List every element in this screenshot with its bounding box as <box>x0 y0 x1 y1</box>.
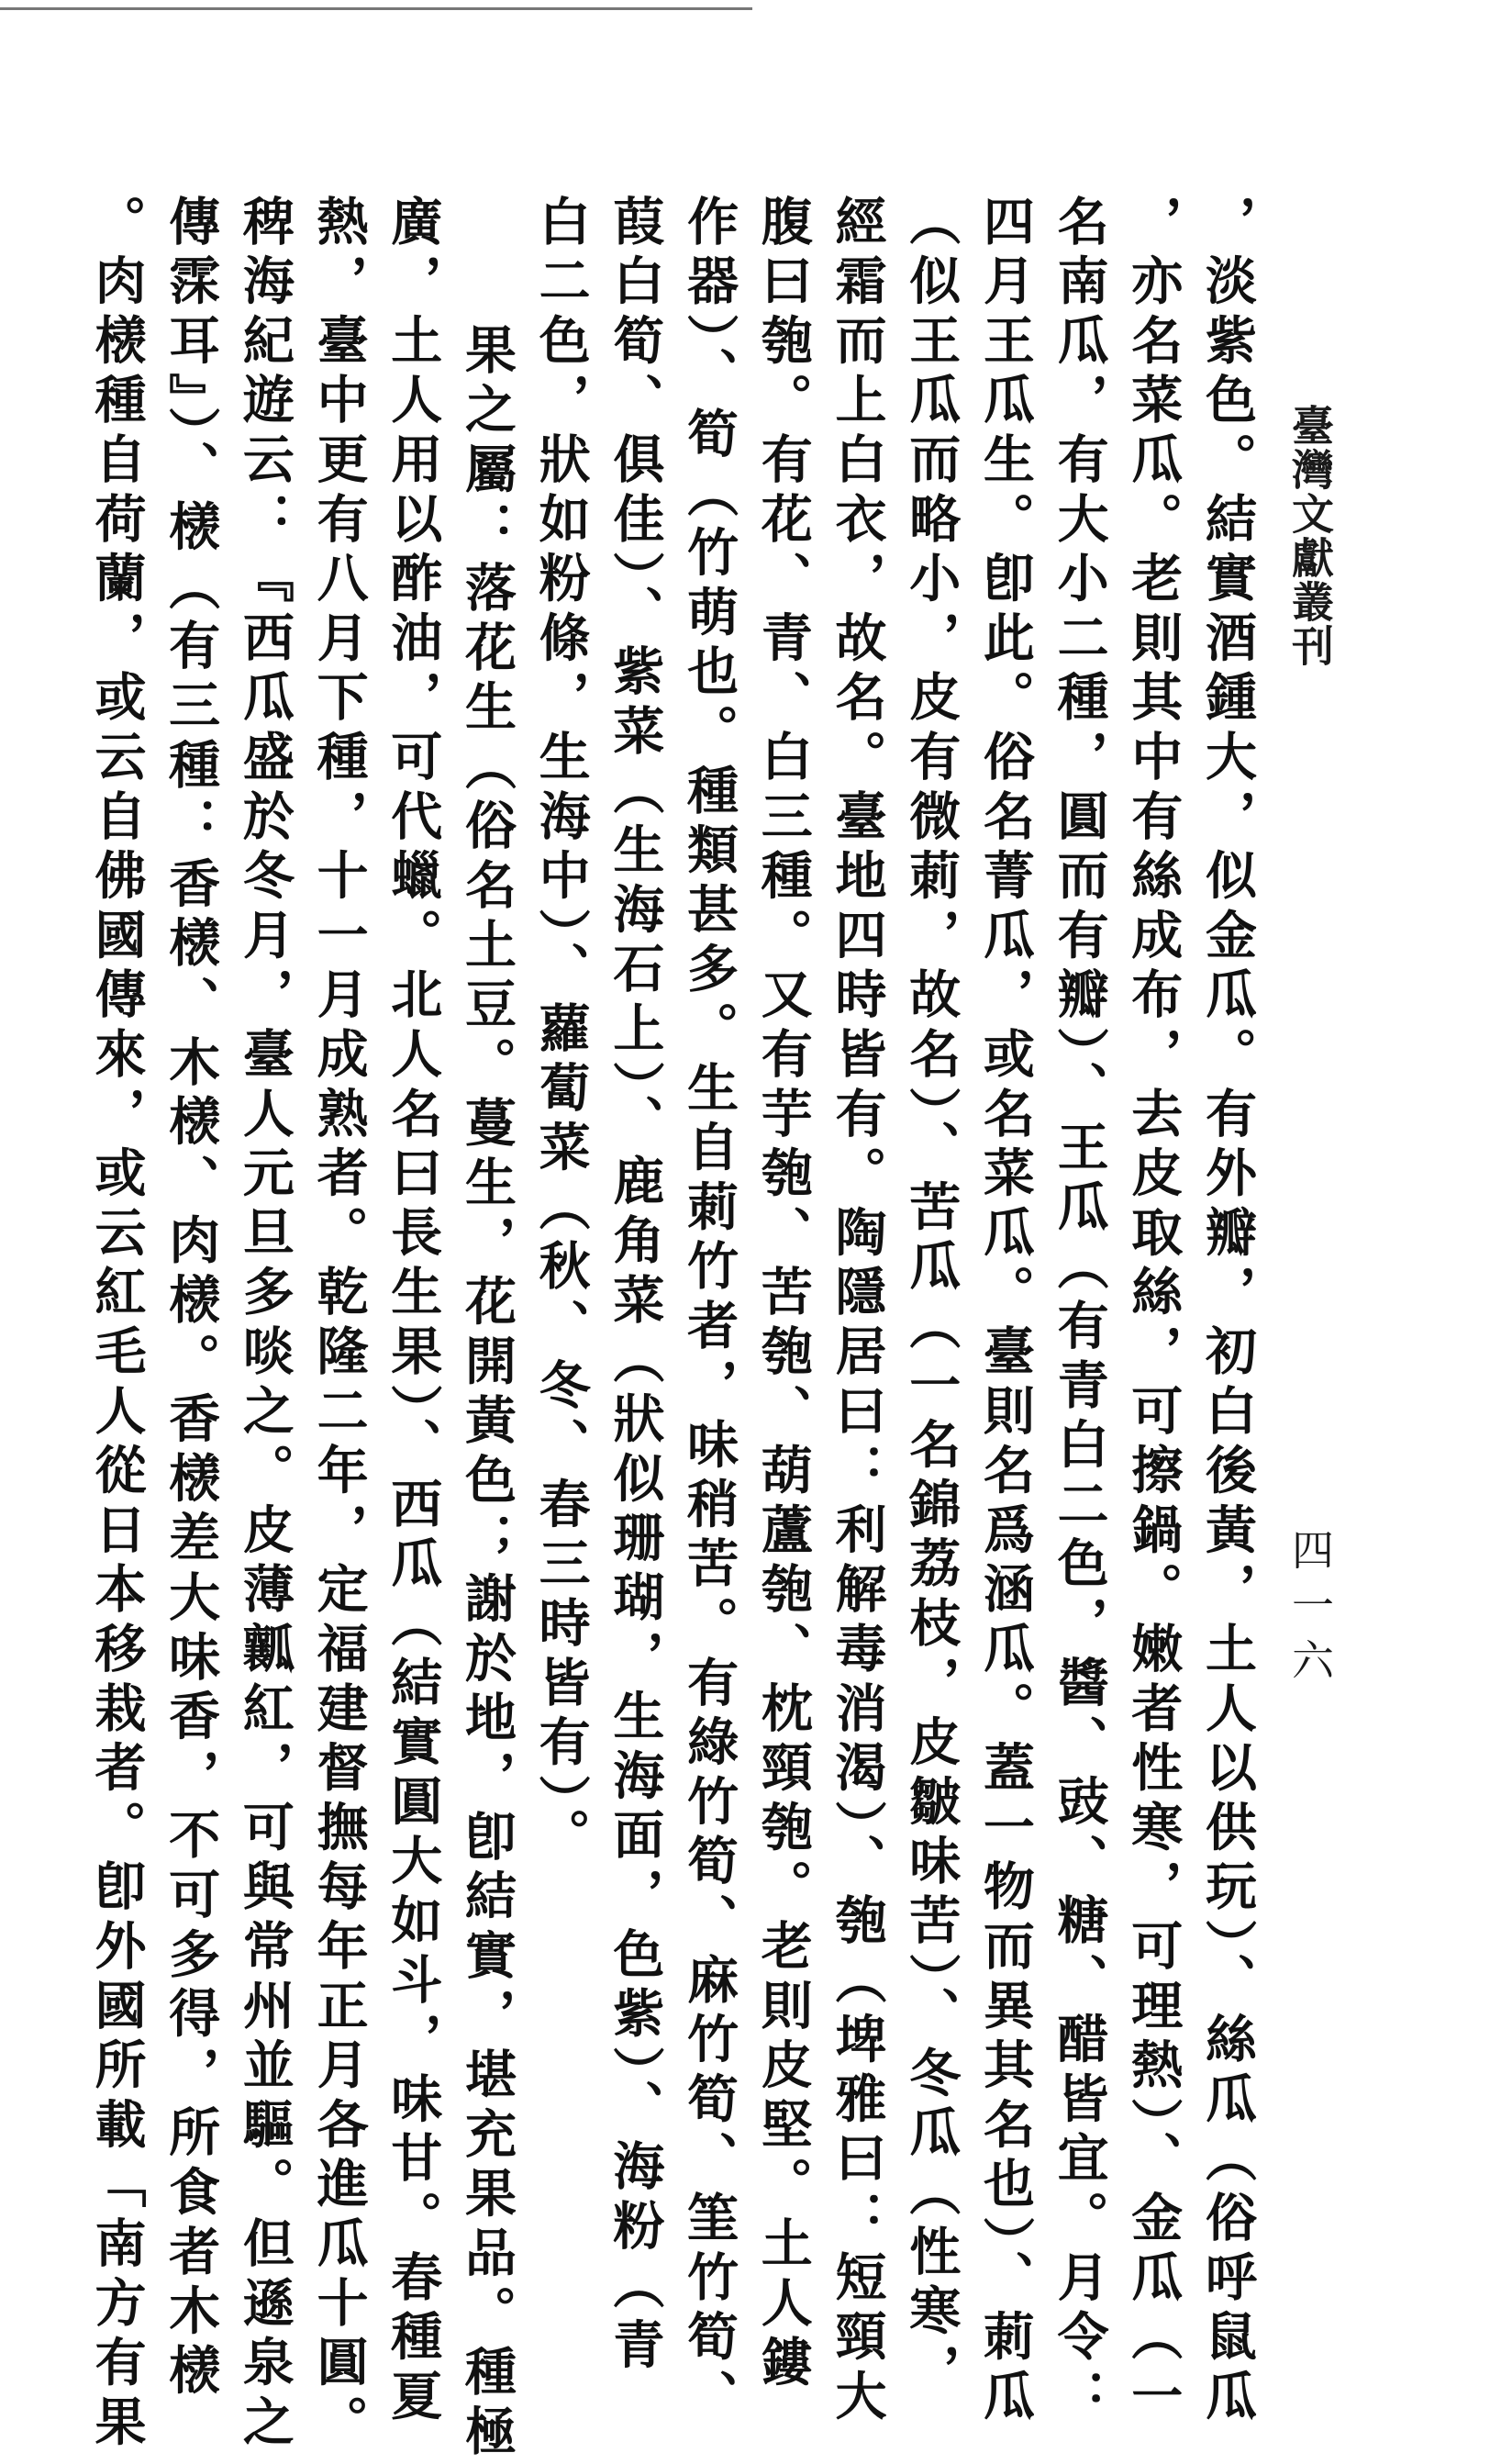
text-column-12: 廣，土人用以酢油，可代蠟。北人名曰長生果）、西瓜（結實圓大如斗，味甘。春種夏 <box>383 195 444 2429</box>
text-column-14: 稗海紀遊云：『西瓜盛於冬月，臺人元旦多啖之。皮薄瓤紅，可與常州並驅。但遜泉之 <box>234 195 295 2455</box>
text-column-13: 熱，臺中更有八月下種，十一月成熟者。乾隆二年，定福建督撫每年正月各進瓜十圓。 <box>308 195 370 2455</box>
text-column-11: 果之屬：落花生（俗名土豆。蔓生，花開黃色；謝於地，卽結實，堪充果品。種極 <box>456 323 517 2464</box>
body-text <box>86 195 1264 2464</box>
text-column-8: 作器）、筍（竹萌也。種類甚多。生自莿竹者，味稍苦。有綠竹筍、麻竹筍、筀竹筍、 <box>679 195 740 2429</box>
text-column-2: ，亦名菜瓜。老則其中有絲成布，去皮取絲，可擦鍋。嫩者性寒，可理熱）、金瓜（一 <box>1123 195 1184 2429</box>
text-column-4: 四月王瓜生。卽此。俗名菁瓜，或名菜瓜。臺則名爲涵瓜。蓋一物而異其名也）、莿瓜 <box>974 195 1036 2429</box>
text-column-16: 。肉檨種自荷蘭，或云自佛國傳來，或云紅毛人從日本移栽者。卽外國所載「南方有果 <box>86 195 148 2455</box>
text-column-7: 腹曰匏。有花、青、白三種。又有芋匏、苦匏、葫蘆匏、枕頸匏。老則皮堅。土人鏤 <box>752 195 814 2395</box>
text-column-6: 經霜而上白衣，故名。臺地四時皆有。陶隱居曰：利解毒消渴）、匏（埤雅曰：短頸大 <box>827 195 888 2429</box>
top-scan-rule <box>0 7 752 10</box>
text-column-5: （似王瓜而略小，皮有微莿，故名）、苦瓜（一名錦荔枝，皮皺味苦）、冬瓜（性寒， <box>901 195 962 2403</box>
text-column-10: 白二色，狀如粉條，生海中）、蘿蔔菜（秋、冬、春三時皆有）。 <box>530 195 592 1868</box>
text-column-3: 名南瓜，有大小二種，圓而有瓣）、王瓜（有青白二色，醬、豉、糖、醋皆宜。月令： <box>1049 195 1110 2429</box>
text-column-9: 葭白筍、俱佳）、紫菜（生海石上）、鹿角菜（狀似珊瑚，生海面，色紫）、海粉（青 <box>605 195 666 2378</box>
text-column-1: ，淡紫色。結實酒鍾大，似金瓜。有外瓣，初白後黃，土人以供玩）、絲瓜（俗呼鼠瓜 <box>1197 195 1258 2429</box>
page-number: 四一六 <box>1285 1528 1335 1693</box>
running-title: 臺灣文獻叢刊 <box>1285 404 1335 668</box>
text-column-15: 傳霂耳』）、檨（有三種：香檨、木檨、肉檨。香檨差大味香，不可多得，所食者木檨 <box>161 195 222 2403</box>
